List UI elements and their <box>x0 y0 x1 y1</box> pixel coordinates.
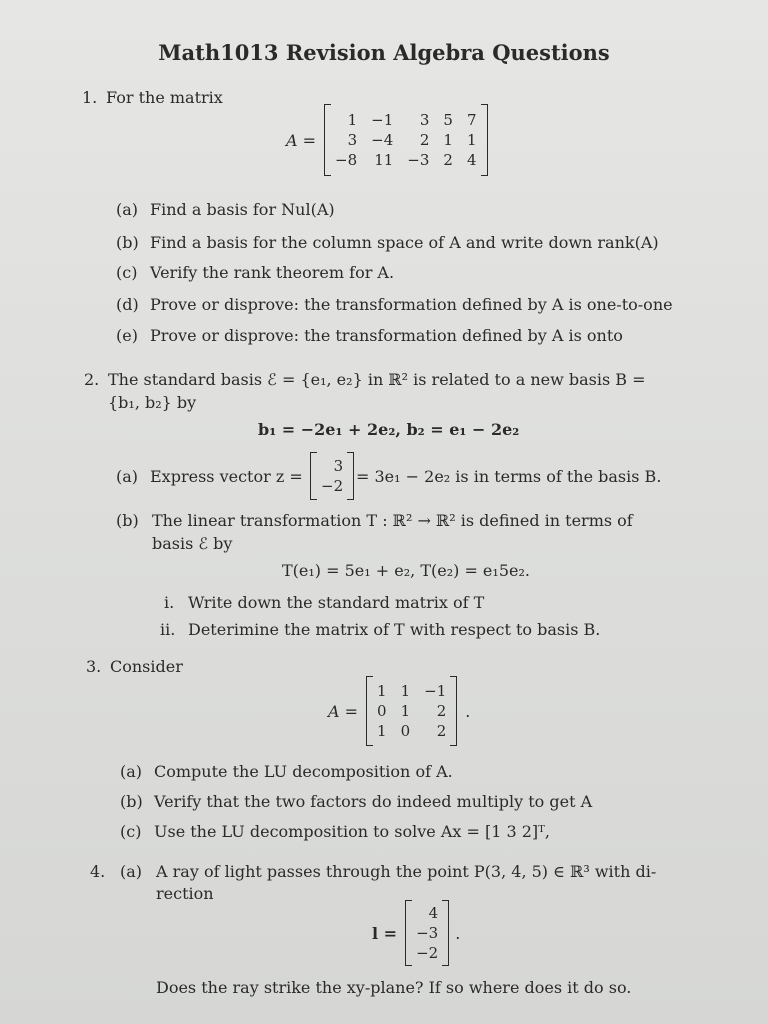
matrix-cell: 1 <box>466 131 477 149</box>
q3-part-c-text: Use the LU decomposition to solve Ax = [1 3 2]ᵀ, <box>154 822 550 841</box>
right-bracket <box>481 104 488 176</box>
q2-basis-equation: b₁ = −2e₁ + 2e₂, b₂ = e₁ − 2e₂ <box>258 420 520 439</box>
vector-cell: −3 <box>416 924 439 942</box>
left-bracket <box>324 104 331 176</box>
q2-line1: The standard basis ℰ = {e₁, e₂} in ℝ² is related to a new basis B = <box>108 370 646 389</box>
q4-vector-grid <box>412 904 442 962</box>
q2-part-a-label: (a) <box>116 467 139 486</box>
matrix-cell: 2 <box>436 722 447 740</box>
q2-transform-equation: T(e₁) = 5e₁ + e₂, T(e₂) = e₁5e₂. <box>282 561 530 580</box>
vector-cell: 3 <box>333 457 344 475</box>
q2-part-b-label: (b) <box>116 511 139 530</box>
q1-part-c-label: (c) <box>116 263 138 282</box>
q4-line1: A ray of light passes through the point P(3, 4, 5) ∈ ℝ³ with di- <box>156 862 657 881</box>
q1-part-b-label: (b) <box>116 233 139 252</box>
matrix-cell: −1 <box>424 682 447 700</box>
matrix-cell: 7 <box>466 111 477 129</box>
q3-part-a-label: (a) <box>120 762 143 781</box>
matrix-cell: 1 <box>400 682 411 700</box>
q2-number: 2. <box>84 370 100 389</box>
matrix-cell: 1 <box>443 131 453 149</box>
q2-vector-grid <box>317 457 347 495</box>
q3-intro: Consider <box>110 657 183 676</box>
q2-sub-i-label: i. <box>164 593 175 612</box>
q1-part-c-text: Verify the rank theorem for A. <box>150 263 395 282</box>
matrix-cell: 0 <box>400 722 411 740</box>
matrix-cell: −3 <box>407 151 430 169</box>
q2-vector-z <box>310 452 354 500</box>
matrix-cell: 2 <box>443 151 453 169</box>
q4-direction-vector <box>372 900 460 966</box>
q1-part-b-text: Find a basis for the column space of A and write down rank(A) <box>150 233 659 252</box>
matrix-cell: 1 <box>377 682 387 700</box>
q1-part-e-text: Prove or disprove: the transformation defined by A is onto <box>150 326 623 345</box>
q1-number: 1. <box>82 88 98 107</box>
matrix-cell: 3 <box>347 131 358 149</box>
q4-vector-end: . <box>455 923 461 943</box>
matrix-cell: 1 <box>347 111 358 129</box>
q1-part-d-text: Prove or disprove: the transformation defined by A is one-to-one <box>150 295 673 314</box>
q1-matrix <box>286 104 488 176</box>
q2-part-b-line1: The linear transformation T : ℝ² → ℝ² is defined in terms of <box>152 511 633 530</box>
q4-vector-label: l = <box>372 923 398 943</box>
q2-part-a-pre: Express vector z = <box>150 467 303 486</box>
q1-intro: For the matrix <box>106 88 223 107</box>
left-bracket <box>366 676 373 746</box>
right-bracket <box>450 676 457 746</box>
matrix-cell: 5 <box>443 111 453 129</box>
q3-part-b-label: (b) <box>120 792 143 811</box>
q2-line2: {b₁, b₂} by <box>108 393 197 412</box>
q3-number: 3. <box>86 657 102 676</box>
left-bracket <box>405 900 412 966</box>
matrix-cell: −8 <box>335 151 358 169</box>
right-bracket <box>442 900 449 966</box>
q4-part-a-label: (a) <box>120 862 143 881</box>
q1-part-a-text: Find a basis for Nul(A) <box>150 200 335 219</box>
q4-number: 4. <box>90 862 106 881</box>
q1-matrix-label: A = <box>286 130 317 150</box>
vector-cell: −2 <box>321 477 344 495</box>
matrix-cell: −1 <box>371 111 394 129</box>
q3-part-c-label: (c) <box>120 822 142 841</box>
q2-sub-ii-label: ii. <box>160 620 176 639</box>
q2-sub-i-text: Write down the standard matrix of T <box>188 593 485 612</box>
q3-part-a-text: Compute the LU decomposition of A. <box>154 762 453 781</box>
matrix-cell: 1 <box>400 702 411 720</box>
q3-matrix-label: A = <box>328 701 359 721</box>
q3-matrix-grid <box>373 682 450 740</box>
matrix-cell: 1 <box>377 722 387 740</box>
q3-matrix-end: . <box>465 701 471 721</box>
q2-sub-ii-text: Deterimine the matrix of T with respect to basis B. <box>188 620 601 639</box>
q1-part-a-label: (a) <box>116 200 139 219</box>
left-bracket <box>310 452 317 500</box>
right-bracket <box>347 452 354 500</box>
q4-line2: rection <box>156 884 214 903</box>
q2-part-a-post: = 3e₁ − 2e₂ is in terms of the basis B. <box>356 467 662 486</box>
vector-cell: 4 <box>428 904 439 922</box>
q1-part-d-label: (d) <box>116 295 139 314</box>
matrix-cell: 11 <box>374 151 394 169</box>
matrix-cell: 2 <box>419 131 430 149</box>
matrix-cell: 2 <box>436 702 447 720</box>
page-title: Math1013 Revision Algebra Questions <box>158 40 610 65</box>
q1-part-e-label: (e) <box>116 326 138 345</box>
q3-part-b-text: Verify that the two factors do indeed multiply to get A <box>154 792 593 811</box>
matrix-cell: 0 <box>377 702 387 720</box>
q1-matrix-grid <box>331 111 480 169</box>
matrix-cell: −4 <box>371 131 394 149</box>
matrix-cell: 3 <box>419 111 430 129</box>
q3-matrix <box>328 676 470 746</box>
q2-part-b-line2: basis ℰ by <box>152 534 233 553</box>
matrix-cell: 4 <box>466 151 477 169</box>
q4-question: Does the ray strike the xy-plane? If so where does it do so. <box>156 978 632 997</box>
vector-cell: −2 <box>416 944 439 962</box>
